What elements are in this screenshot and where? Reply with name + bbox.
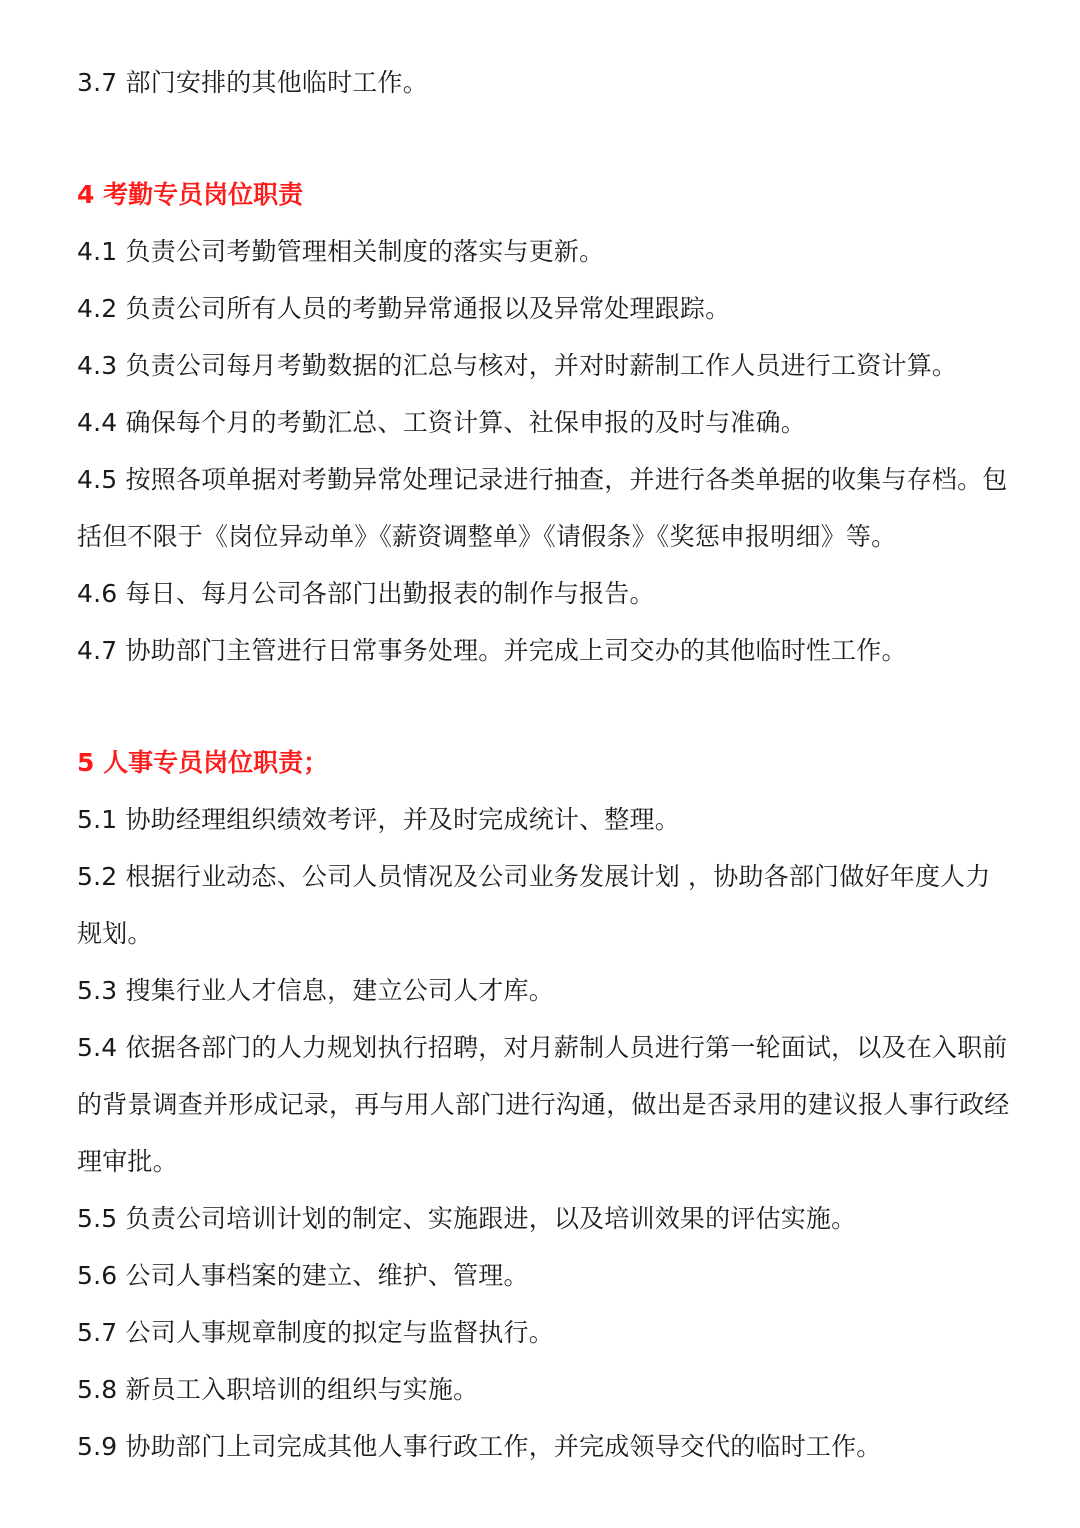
item-3-7: 3.7 部门安排的其他临时工作。 [77,68,428,97]
document-page [77,54,1012,1475]
item-5-3: 5.3 搜集行业人才信息，建立公司人才库。 [77,976,554,1005]
item-5-2: 5.2 根据行业动态、公司人员情况及公司业务发展计划 ，协助各部门做好年度人力规划。 [77,862,991,948]
item-5-6: 5.6 公司人事档案的建立、维护、管理。 [77,1261,529,1290]
item-5-7: 5.7 公司人事规章制度的拟定与监督执行。 [77,1318,554,1347]
item-5-9: 5.9 协助部门上司完成其他人事行政工作，并完成领导交代的临时工作。 [77,1432,882,1461]
hr-items-list [77,791,1012,1475]
item-4-4: 4.4 确保每个月的考勤汇总、工资计算、社保申报的及时与准确。 [77,408,806,437]
item-4-5: 4.5 按照各项单据对考勤异常处理记录进行抽查，并进行各类单据的收集与存档。包括但不限于《岗位异动单》《薪资调整单》《请假条》《奖惩申报明细》等。 [77,465,1008,551]
item-4-3: 4.3 负责公司每月考勤数据的汇总与核对，并对时薪制工作人员进行工资计算。 [77,351,958,380]
item-4-1: 4.1 负责公司考勤管理相关制度的落实与更新。 [77,237,605,266]
item-5-5: 5.5 负责公司培训计划的制定、实施跟进，以及培训效果的评估实施。 [77,1204,857,1233]
item-4-6: 4.6 每日、每月公司各部门出勤报表的制作与报告。 [77,579,655,608]
section-heading-attendance: 4 考勤专员岗位职责 [77,180,304,209]
attendance-items-list [77,223,1012,679]
item-5-8: 5.8 新员工入职培训的组织与实施。 [77,1375,479,1404]
item-4-2: 4.2 负责公司所有人员的考勤异常通报以及异常处理跟踪。 [77,294,731,323]
item-5-4: 5.4 依据各部门的人力规划执行招聘，对月薪制人员进行第一轮面试，以及在入职前的背景调查并形成记录，再与用人部门进行沟通，做出是否录用的建议报人事行政经理审批。 [77,1033,1010,1176]
section-heading-hr: 5 人事专员岗位职责； [77,748,329,777]
item-4-7: 4.7 协助部门主管进行日常事务处理。并完成上司交办的其他临时性工作。 [77,636,907,665]
item-5-1: 5.1 协助经理组织绩效考评，并及时完成统计、整理。 [77,805,680,834]
